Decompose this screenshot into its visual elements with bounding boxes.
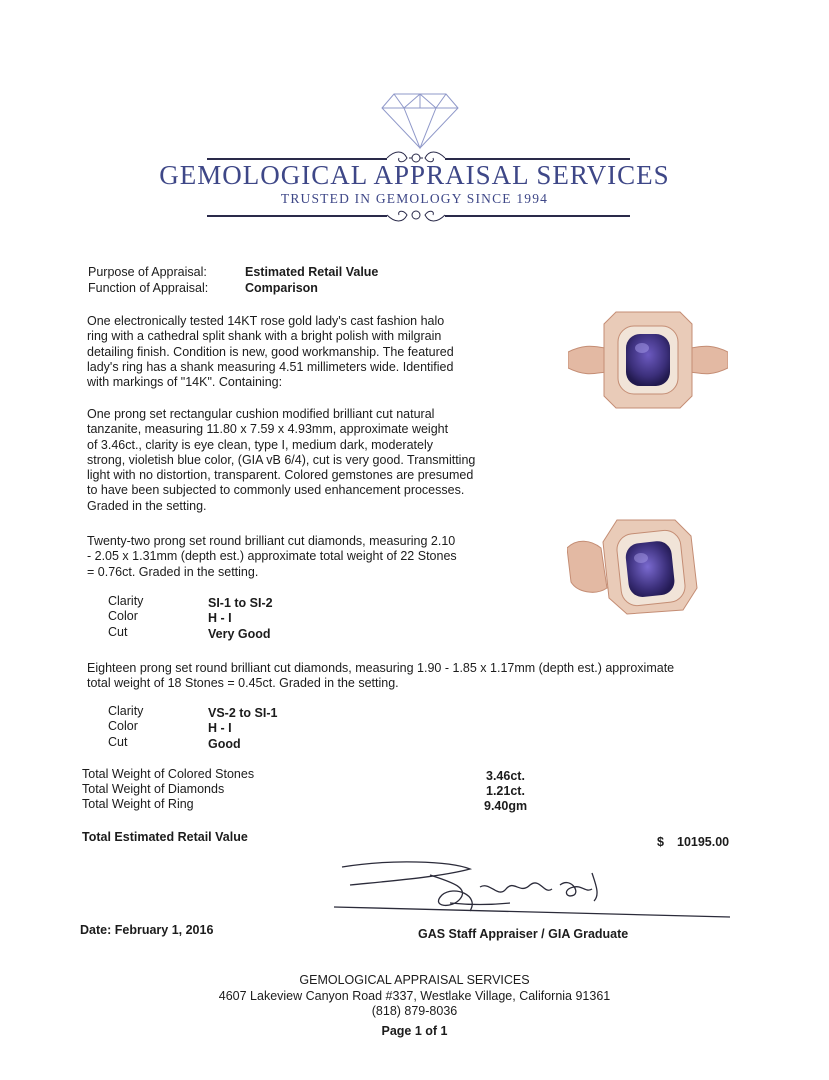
diamonds-2-color-label: Color — [108, 719, 138, 733]
description-line: One electronically tested 14KT rose gold lady's cast fashion halo — [87, 314, 445, 328]
description-line: with markings of "14K". Containing: — [87, 375, 283, 390]
description-line: lady's ring has a shank measuring 4.51 millimeters wide. Identified — [87, 359, 454, 374]
footer-phone: (818) 879-8036 — [371, 1004, 458, 1018]
total-ring-weight-value: 9.40gm — [484, 799, 528, 813]
retail-currency: $ — [657, 835, 664, 849]
diamonds-1-description — [87, 534, 507, 580]
diamonds-1-line: = 0.76ct. Graded in the setting. — [87, 564, 259, 579]
footer-address: 4607 Lakeview Canyon Road #337, Westlake Village, California 91361 — [218, 989, 611, 1003]
center-stone-line: to have been subjected to commonly used enhancement processes. — [87, 483, 465, 498]
diamonds-1-line: Twenty-two prong set round brilliant cut diamonds, measuring 2.10 — [87, 534, 456, 548]
center-stone-line: Graded in the setting. — [87, 498, 207, 513]
diamonds-2-clarity-value: VS-2 to SI-1 — [208, 706, 278, 720]
diamonds-1-clarity-value: SI-1 to SI-2 — [208, 596, 273, 610]
total-colored-stones-label: Total Weight of Colored Stones — [82, 767, 255, 781]
function-value: Comparison — [245, 281, 318, 295]
purpose-value: Estimated Retail Value — [245, 265, 379, 279]
diamonds-2-clarity-label: Clarity — [108, 704, 144, 718]
diamonds-1-color-value: H - I — [208, 611, 232, 625]
diamonds-1-color-label: Color — [108, 609, 138, 623]
diamonds-2-line: Eighteen prong set round brilliant cut diamonds, measuring 1.90 - 1.85 x 1.17mm (depth est.) approximate — [87, 661, 675, 675]
ring-description — [87, 314, 517, 390]
total-diamonds-label: Total Weight of Diamonds — [82, 782, 225, 796]
ring-photo-front — [568, 308, 728, 412]
ornament-bottom-icon — [385, 205, 447, 225]
retail-value-label: Total Estimated Retail Value — [82, 830, 248, 844]
appraisal-date: Date: February 1, 2016 — [80, 923, 214, 937]
center-stone-line: tanzanite, measuring 11.80 x 7.59 x 4.93mm, approximate weight — [87, 422, 449, 437]
diamonds-1-clarity-label: Clarity — [108, 594, 144, 608]
diamonds-2-color-value: H - I — [208, 721, 232, 735]
diamond-logo-icon — [380, 88, 460, 150]
total-ring-weight-label: Total Weight of Ring — [82, 797, 194, 811]
diamonds-2-cut-label: Cut — [108, 735, 128, 749]
purpose-label: Purpose of Appraisal: — [88, 265, 207, 279]
ring-photo-angle — [567, 518, 707, 618]
appraiser-title: GAS Staff Appraiser / GIA Graduate — [418, 927, 629, 941]
center-stone-description — [87, 407, 527, 514]
total-colored-stones-value: 3.46ct. — [486, 769, 525, 783]
footer-company: GEMOLOGICAL APPRAISAL SERVICES — [299, 973, 530, 987]
retail-amount: 10195.00 — [677, 835, 730, 849]
appraiser-signature-icon — [330, 855, 740, 925]
header-rule-bottom-left — [207, 215, 387, 217]
total-diamonds-value: 1.21ct. — [486, 784, 525, 798]
description-line: ring with a cathedral split shank with a bright polish with milgrain — [87, 329, 442, 344]
diamonds-2-line: total weight of 18 Stones = 0.45ct. Graded in the setting. — [87, 676, 399, 691]
center-stone-line: strong, violetish blue color, (GIA vB 6/4), cut is very good. Transmitting — [87, 452, 476, 467]
center-stone-line: One prong set rectangular cushion modified brilliant cut natural — [87, 407, 435, 421]
diamonds-1-cut-value: Very Good — [208, 627, 271, 641]
diamonds-1-cut-label: Cut — [108, 625, 128, 639]
company-tagline: TRUSTED IN GEMOLOGY SINCE 1994 — [280, 191, 549, 206]
center-stone-line: light with no distortion, transparent. Colored gemstones are presumed — [87, 468, 474, 483]
function-label: Function of Appraisal: — [88, 281, 209, 295]
center-stone-line: of 3.46ct., clarity is eye clean, type I, medium dark, moderately — [87, 437, 433, 452]
footer-page-number: Page 1 of 1 — [381, 1024, 448, 1038]
description-line: detailing finish. Condition is new, good workmanship. The featured — [87, 344, 454, 359]
company-name: GEMOLOGICAL APPRAISAL SERVICES — [159, 160, 670, 190]
diamonds-1-line: - 2.05 x 1.31mm (depth est.) approximate total weight of 22 Stones — [87, 549, 457, 564]
header-rule-bottom-right — [445, 215, 630, 217]
diamonds-2-cut-value: Good — [208, 737, 241, 751]
diamonds-2-description — [87, 661, 787, 692]
